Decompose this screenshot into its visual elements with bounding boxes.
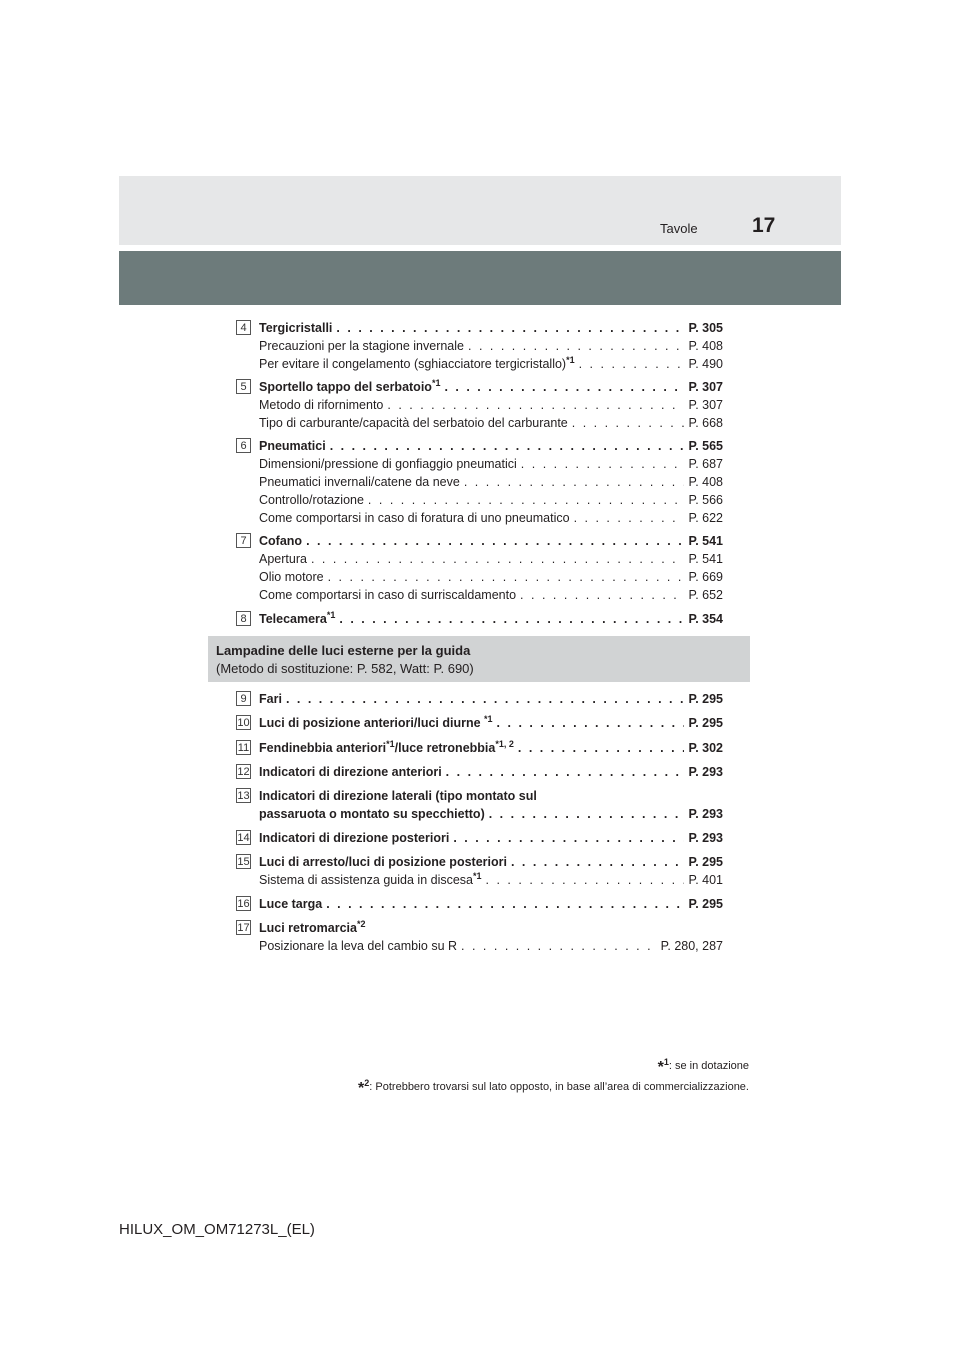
entry-text [259, 787, 537, 805]
page-ref: P. 293 [688, 807, 723, 821]
page-ref: P. 295 [688, 855, 723, 869]
entry-text [259, 396, 383, 414]
entry-9 [240, 690, 723, 708]
entry-subitem [259, 473, 723, 491]
entry-label: Indicatori di direzione anteriori [259, 765, 442, 779]
entry-subitem [259, 550, 723, 568]
page-ref: P. 652 [688, 588, 723, 602]
page-number: 17 [752, 214, 776, 237]
entry-title [259, 690, 723, 708]
entry-subitem [259, 871, 723, 889]
header-bar [119, 176, 841, 245]
entry-label: Luci di arresto/luci di posizione posteriori [259, 855, 507, 869]
footnote-marker: *1 [431, 378, 441, 388]
footnote-marker: *1 [326, 610, 336, 620]
item-number: 12 [237, 766, 250, 778]
entry-title [259, 532, 723, 550]
page-ref: P. 295 [688, 897, 723, 911]
dot-leader [330, 437, 685, 455]
entry-text [259, 853, 507, 871]
entry-text [259, 690, 282, 708]
dot-leader [520, 586, 684, 604]
dot-leader [518, 739, 685, 757]
entry-label: Indicatori di direzione posteriori [259, 831, 450, 845]
dot-leader [311, 550, 685, 568]
entry-text [259, 805, 485, 823]
page-ref: P. 295 [688, 692, 723, 706]
entry-14 [237, 829, 723, 847]
entry-10 [237, 714, 723, 732]
entry-title [259, 787, 723, 805]
page-ref: P. 293 [688, 765, 723, 779]
entry-label: Sportello tappo del serbatoio [259, 380, 432, 394]
entry-label: Tergicristalli [259, 321, 333, 335]
entry-label: Per evitare il congelamento (sghiacciatore tergicristallo) [259, 357, 567, 371]
entry-text [259, 337, 464, 355]
entry-17 [237, 919, 723, 955]
page-ref: P. 302 [688, 741, 723, 755]
entry-label: Controllo/rotazione [259, 493, 364, 507]
dot-leader [328, 568, 685, 586]
entry-label: Pneumatici [259, 439, 326, 453]
page-ref: P. 565 [688, 439, 723, 453]
item-number: 17 [237, 922, 250, 934]
entry-subitem [259, 455, 723, 473]
entry-label: Tipo di carburante/capacità del serbatoio del carburante [259, 416, 568, 430]
entry-text [259, 568, 324, 586]
entry-label: Apertura [259, 552, 307, 566]
entry-12 [237, 763, 723, 781]
item-number: 6 [236, 438, 251, 453]
entry-label: Sistema di assistenza guida in discesa [259, 873, 474, 887]
section-title: Tavole [660, 221, 698, 236]
entry-text [259, 714, 493, 732]
entry-text [259, 491, 364, 509]
dot-leader [468, 337, 684, 355]
entry-text [259, 473, 460, 491]
entry-title [259, 763, 723, 781]
entry-title [259, 437, 723, 455]
page-ref: P. 541 [688, 552, 723, 566]
entry-4 [240, 319, 723, 373]
entry-5 [240, 378, 723, 432]
dot-leader [461, 937, 657, 955]
entry-text [259, 871, 482, 889]
entry-title [259, 378, 723, 396]
item-number: 5 [236, 379, 251, 394]
page-ref: P. 669 [688, 570, 723, 584]
entry-text [259, 610, 335, 628]
dot-leader [368, 491, 685, 509]
page-ref: P. 293 [688, 831, 723, 845]
entry-label-cont: /luce retronebbia [394, 741, 496, 755]
entry-title [259, 853, 723, 871]
page-ref: P. 541 [688, 534, 723, 548]
footnote-marker: *1 [473, 871, 482, 881]
entry-subitem [259, 414, 723, 432]
entry-title [259, 319, 723, 337]
entry-6 [240, 437, 723, 527]
page-ref: P. 408 [688, 339, 723, 353]
footnote-marker: *2 [356, 919, 366, 929]
dot-leader [306, 532, 684, 550]
entry-subitem [259, 396, 723, 414]
page-ref: P. 668 [688, 416, 723, 430]
entry-subitem [259, 568, 723, 586]
dot-leader [446, 763, 685, 781]
header-dark-bar [119, 251, 841, 305]
dot-leader [339, 610, 684, 628]
entry-label: Olio motore [259, 570, 324, 584]
page-ref: P. 295 [688, 716, 723, 730]
dot-leader [574, 509, 685, 527]
entry-text [259, 455, 517, 473]
footnote-1: *$^1$: se in dotazione [657, 1057, 749, 1076]
entry-label: Fendinebbia anteriori [259, 741, 387, 755]
entry-label: Luci retromarcia [259, 921, 357, 935]
page-ref: P. 622 [688, 511, 723, 525]
entry-text [259, 509, 570, 527]
entry-title [259, 829, 723, 847]
entry-label: Telecamera [259, 612, 327, 626]
dot-leader [511, 853, 685, 871]
document-code: HILUX_OM_OM71273L_(EL) [119, 1221, 315, 1238]
entry-label: Luce targa [259, 897, 323, 911]
dot-leader [444, 378, 684, 396]
entry-16 [237, 895, 723, 913]
entry-label: Dimensioni/pressione di gonfiaggio pneumatici [259, 457, 517, 471]
entry-subitem [259, 509, 723, 527]
entry-text [259, 414, 568, 432]
page-ref: P. 401 [688, 873, 723, 887]
entry-subitem [259, 937, 723, 955]
page-ref: P. 305 [688, 321, 723, 335]
dot-leader [486, 871, 685, 889]
entry-title [259, 805, 723, 823]
entry-text [259, 763, 442, 781]
entry-label: Precauzioni per la stagione invernale [259, 339, 464, 353]
dot-leader [489, 805, 685, 823]
dot-leader [464, 473, 685, 491]
entry-text [259, 919, 365, 937]
entry-subitem [259, 491, 723, 509]
entry-label: Cofano [259, 534, 303, 548]
item-number: 14 [237, 832, 250, 844]
page-ref: P. 490 [688, 357, 723, 371]
entry-title [259, 739, 723, 757]
entry-7 [240, 532, 723, 604]
entry-text [259, 895, 322, 913]
dot-leader [497, 714, 685, 732]
entry-text [259, 586, 516, 604]
page-ref: P. 354 [688, 612, 723, 626]
page-ref: P. 408 [688, 475, 723, 489]
entry-subitem [259, 337, 723, 355]
dot-leader [336, 319, 684, 337]
entry-text [259, 532, 302, 550]
footnote-marker: *1 [484, 714, 493, 724]
section-band [208, 636, 750, 682]
dot-leader [286, 690, 685, 708]
page-ref: P. 280, 287 [660, 939, 723, 953]
entry-title [259, 919, 723, 937]
item-number: 13 [237, 790, 250, 802]
dot-leader [387, 396, 684, 414]
entry-text [259, 355, 575, 373]
band-title: Lampadine delle luci esterne per la guida [216, 643, 471, 658]
entry-label: Fari [259, 692, 282, 706]
item-number: 4 [236, 320, 251, 335]
entry-label: Come comportarsi in caso di surriscaldamento [259, 588, 517, 602]
entry-text [259, 550, 307, 568]
entry-title [259, 610, 723, 628]
entry-label: Metodo di rifornimento [259, 398, 384, 412]
entry-11 [237, 739, 723, 757]
entry-subitem [259, 355, 723, 373]
item-number: 16 [237, 898, 250, 910]
entry-title [259, 895, 723, 913]
page-ref: P. 687 [688, 457, 723, 471]
item-number: 9 [236, 691, 251, 706]
footnote-marker: *1, 2 [495, 739, 514, 749]
dot-leader [453, 829, 684, 847]
entry-text [259, 937, 457, 955]
entry-label: Indicatori di direzione laterali (tipo montato sul [259, 789, 537, 803]
entry-text [259, 829, 449, 847]
item-number: 8 [236, 611, 251, 626]
entry-text [259, 437, 326, 455]
entry-title [259, 714, 723, 732]
entry-label: Posizionare la leva del cambio su R [259, 939, 458, 953]
item-number: 7 [236, 533, 251, 548]
page-ref: P. 307 [688, 380, 723, 394]
entry-subitem [259, 586, 723, 604]
entry-15 [237, 853, 723, 889]
dot-leader [572, 414, 685, 432]
entry-label: Pneumatici invernali/catene da neve [259, 475, 460, 489]
footnote-marker: *1 [386, 739, 395, 749]
footnote-2: *$^2$: Potrebbero trovarsi sul lato opposto, in base all’area di commercializzazione. [358, 1078, 749, 1097]
entry-label: Come comportarsi in caso di foratura di uno pneumatico [259, 511, 570, 525]
entry-text [259, 739, 514, 757]
item-number: 10 [237, 717, 250, 729]
item-number: 11 [237, 742, 250, 754]
entry-label: Luci di posizione anteriori/luci diurne [259, 716, 485, 730]
entry-label: passaruota o montato su specchietto) [259, 807, 485, 821]
entry-text [259, 319, 332, 337]
entry-text [259, 378, 440, 396]
footnote-marker: *1 [566, 355, 575, 365]
dot-leader [521, 455, 685, 473]
page-ref: P. 307 [688, 398, 723, 412]
entry-13 [237, 787, 723, 823]
band-subtitle: (Metodo di sostituzione: P. 582, Watt: P. 690) [216, 661, 474, 676]
dot-leader [579, 355, 685, 373]
item-number: 15 [237, 856, 250, 868]
dot-leader [326, 895, 684, 913]
entry-8 [240, 610, 723, 628]
page-ref: P. 566 [688, 493, 723, 507]
